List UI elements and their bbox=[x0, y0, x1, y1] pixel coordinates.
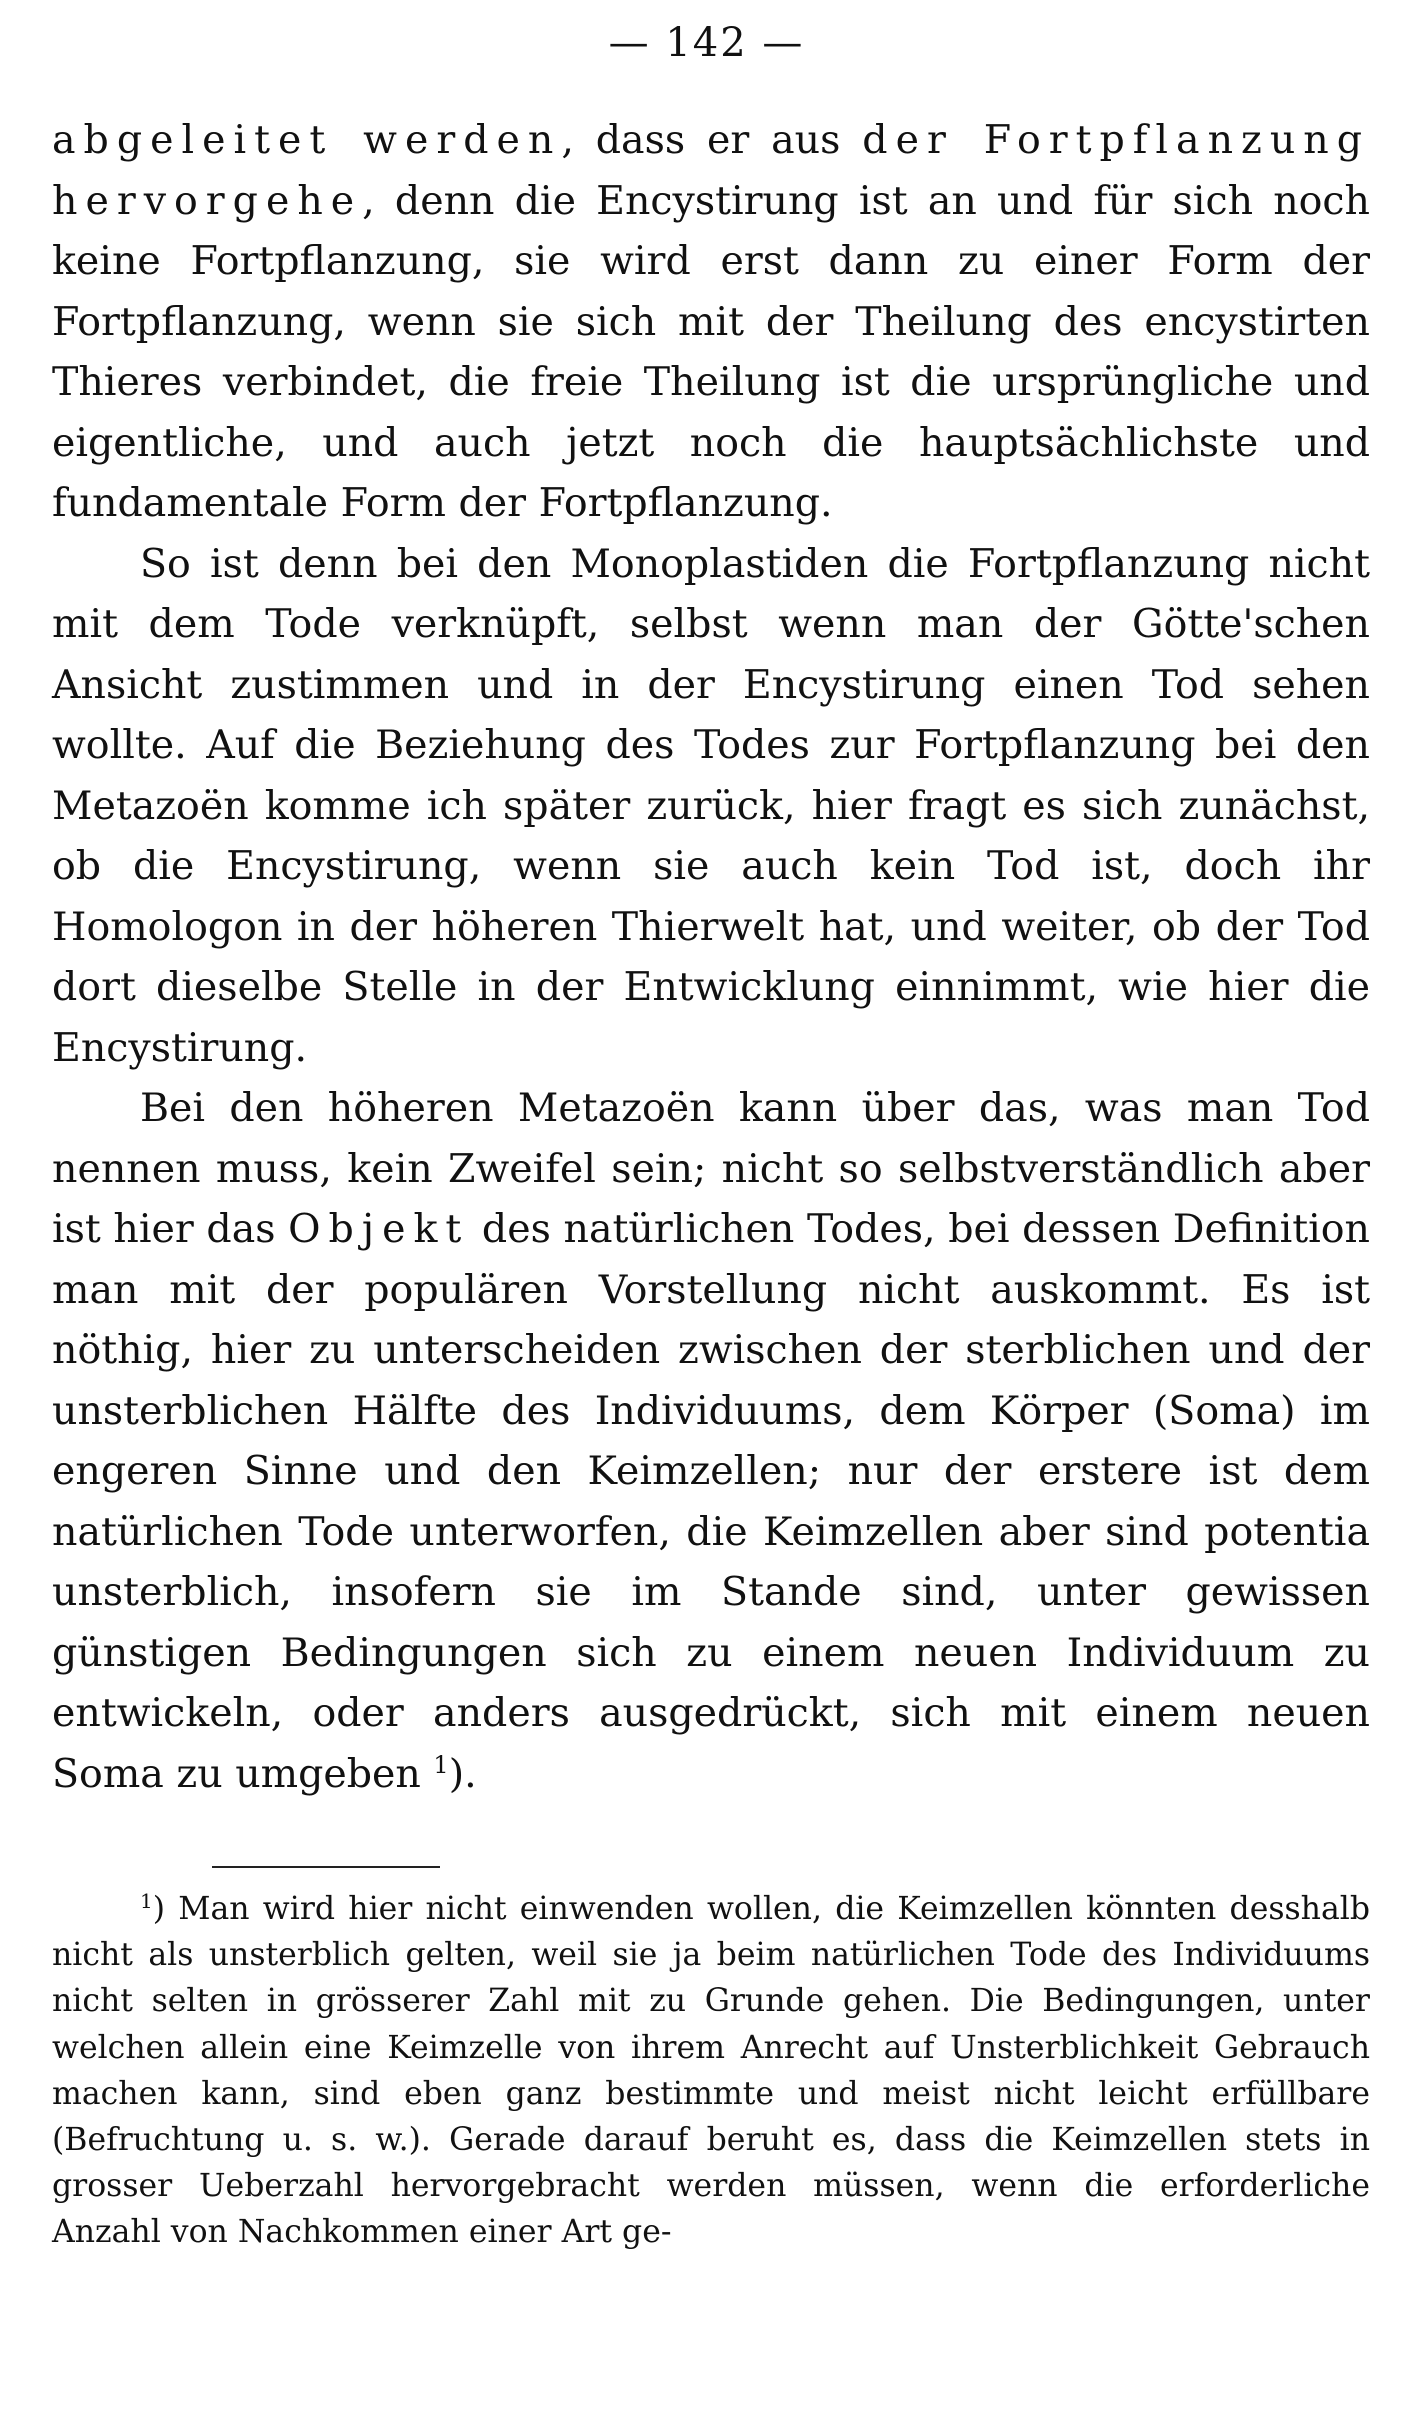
footnote-paragraph bbox=[52, 1886, 1370, 2256]
paragraph-3 bbox=[52, 1078, 1370, 1804]
paragraph-text: , dass er aus bbox=[561, 117, 863, 163]
footnote-reference: 1 bbox=[433, 1750, 449, 1779]
footnote-separator bbox=[212, 1866, 440, 1868]
footnote-marker: 1 bbox=[140, 1889, 153, 1913]
footnote bbox=[52, 1886, 1370, 2256]
spaced-text: Objekt bbox=[288, 1206, 470, 1252]
paragraph-1 bbox=[52, 110, 1370, 534]
spaced-text: abgeleitet werden bbox=[52, 117, 562, 163]
paragraph-text: Bei den höheren Metazoën kann über das, was man Tod nennen muss, kein Zweifel sein; nicht so selbstverständlich aber ist hier das bbox=[52, 1085, 1370, 1252]
spaced-text: der Fortpflanzung hervorgehe bbox=[52, 117, 1370, 224]
paragraph-text: ). bbox=[448, 1750, 477, 1797]
paragraph-text: des natürlichen Todes, bei dessen Definition man mit der populären Vorstellung nicht auskommt. Es ist nöthig, hier zu unterscheiden zwischen der sterblichen und der unsterblichen Hälfte des Individuums, dem Körper (Soma) im engeren Sinne und den Keimzellen; nur der erstere ist dem natürlichen Tode unterworfen, die Keimzellen aber sind potentia unsterblich, insofern sie im Stande sind, unter gewissen günstigen Bedingungen sich zu einem neuen Individuum zu entwickeln, oder anders ausgedrückt, sich mit einem neuen Soma zu umgeben bbox=[52, 1206, 1370, 1797]
page-number: — 142 — bbox=[608, 20, 805, 66]
paragraph-2: So ist denn bei den Monoplastiden die Fortpflanzung nicht mit dem Tode verknüpft, selbst wenn man der Götte'schen Ansicht zustimmen und in der Encystirung einen Tod sehen wollte. Auf die Beziehung des Todes zur Fortpflanzung bei den Metazoën komme ich später zurück, hier fragt es sich zunächst, ob die Encystirung, wenn sie auch kein Tod ist, doch ihr Homologon in der höheren Thierwelt hat, und weiter, ob der Tod dort dieselbe Stelle in der Entwicklung einnimmt, wie hier die Encystirung. bbox=[52, 540, 1370, 1071]
footnote-text: ) Man wird hier nicht einwenden wollen, die Keimzellen könnten desshalb nicht als unsterblich gelten, weil sie ja beim natürlichen Tode des Individuums nicht selten in grösserer Zahl mit zu Grunde gehen. Die Bedingungen, unter welchen allein eine Keimzelle von ihrem Anrecht auf Unsterblichkeit Gebrauch machen kann, sind eben ganz bestimmte und meist nicht leicht erfüllbare (Befruchtung u. s. w.). Gerade darauf beruht es, dass die Keimzellen stets in grosser Ueberzahl hervorgebracht werden müssen, wenn die erforderliche Anzahl von Nachkommen einer Art ge- bbox=[52, 1891, 1370, 2251]
main-text bbox=[52, 110, 1370, 1804]
paragraph-text: , denn die Encystirung ist an und für sich noch keine Fortpflanzung, sie wird erst dann zu einer Form der Fortpflanzung, wenn sie sich mit der Theilung des encystirten Thieres verbindet, die freie Theilung ist die ursprüngliche und eigentliche, und auch jetzt noch die hauptsächlichste und fundamentale Form der Fortpflanzung. bbox=[52, 177, 1370, 526]
